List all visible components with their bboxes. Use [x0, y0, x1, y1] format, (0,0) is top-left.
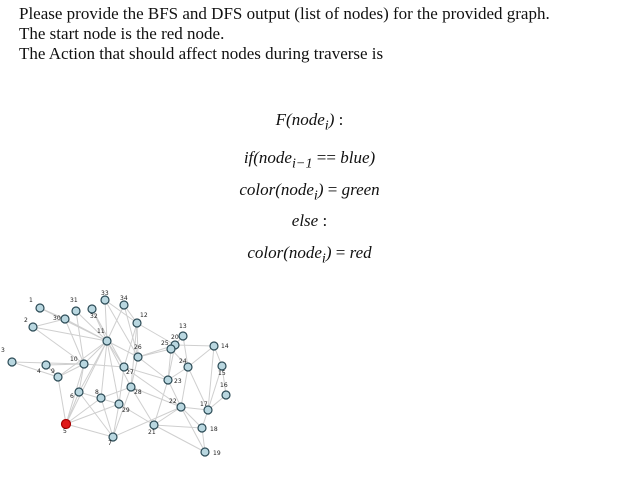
graph-edge	[66, 341, 107, 424]
graph-node-22	[177, 403, 185, 411]
graph-nodes	[8, 296, 230, 456]
graph-edge	[113, 404, 119, 437]
graph-node-9	[54, 373, 62, 381]
graph-edge	[137, 323, 175, 345]
formula-then: color(node$_i$) = green	[239, 180, 380, 204]
node-label-16: 16	[220, 382, 228, 389]
node-label-2: 2	[24, 317, 28, 324]
node-label-3: 3	[1, 347, 5, 354]
graph-node-18	[198, 424, 206, 432]
graph-node-11	[103, 337, 111, 345]
graph-node-14	[210, 342, 218, 350]
node-label-7: 7	[108, 440, 112, 447]
graph-diagram	[0, 285, 240, 465]
node-label-34: 34	[120, 295, 128, 302]
graph-node-3	[8, 358, 16, 366]
graph-node-10	[80, 360, 88, 368]
question-text	[19, 4, 609, 64]
graph-node-2	[29, 323, 37, 331]
graph-node-21	[150, 421, 158, 429]
node-label-14: 14	[221, 343, 229, 350]
graph-edge	[154, 425, 202, 428]
node-label-30: 30	[53, 315, 61, 322]
node-label-11: 11	[97, 328, 105, 335]
question-line-2: The start node is the red node.	[19, 24, 225, 43]
node-label-12: 12	[140, 312, 148, 319]
node-label-22: 22	[169, 398, 177, 405]
graph-node-1	[36, 304, 44, 312]
node-label-5: 5	[63, 428, 67, 435]
graph-node-6	[75, 388, 83, 396]
node-label-28: 28	[134, 389, 142, 396]
graph-edge	[188, 346, 214, 367]
node-label-23: 23	[174, 378, 182, 385]
formula-otherwise: color(node$_i$) = red	[247, 243, 372, 267]
graph-edge	[154, 380, 168, 425]
question-line-1: Please provide the BFS and DFS output (list of nodes) for the provided graph.	[19, 4, 550, 23]
graph-edge	[175, 345, 214, 346]
graph-node-15	[218, 362, 226, 370]
node-label-24: 24	[179, 358, 187, 365]
graph-edge	[154, 407, 181, 425]
node-label-26: 26	[134, 344, 142, 351]
graph-node-34	[120, 301, 128, 309]
question-line-3: The Action that should affect nodes during traverse is	[19, 44, 384, 63]
node-label-9: 9	[51, 368, 55, 375]
graph-edge	[58, 377, 66, 424]
graph-edge	[46, 364, 84, 365]
graph-node-23	[164, 376, 172, 384]
node-label-6: 6	[70, 393, 74, 400]
node-label-19: 19	[213, 450, 221, 457]
node-label-32: 32	[90, 313, 98, 320]
formula-condition: if(node$_{i-1}$ == blue)	[243, 148, 376, 172]
graph-edge	[137, 323, 138, 357]
graph-node-26	[134, 353, 142, 361]
graph-edges	[12, 300, 226, 452]
graph-node-32	[88, 305, 96, 313]
graph-edge	[66, 424, 113, 437]
graph-node-16	[222, 391, 230, 399]
graph-edge	[33, 327, 107, 341]
graph-edge	[119, 367, 124, 404]
graph-edge	[84, 341, 107, 364]
node-label-4: 4	[37, 368, 41, 375]
graph-node-30	[61, 315, 69, 323]
node-label-31: 31	[70, 297, 78, 304]
graph-edge	[101, 398, 113, 437]
node-label-25: 25	[161, 340, 169, 347]
graph-node-4	[42, 361, 50, 369]
node-label-17: 17	[200, 401, 208, 408]
graph-node-19	[201, 448, 209, 456]
graph-node-31	[72, 307, 80, 315]
node-label-27: 27	[126, 369, 134, 376]
node-label-18: 18	[210, 426, 218, 433]
node-label-29: 29	[122, 407, 130, 414]
node-label-10: 10	[70, 356, 78, 363]
node-label-20: 20	[171, 334, 179, 341]
node-label-13: 13	[179, 323, 187, 330]
graph-node-12	[133, 319, 141, 327]
formula-header: F(node$_i$) :	[275, 110, 344, 134]
graph-edge	[107, 305, 124, 341]
graph-node-33	[101, 296, 109, 304]
graph-node-13	[179, 332, 187, 340]
graph-edge	[79, 392, 113, 437]
node-label-8: 8	[95, 389, 99, 396]
graph-edge	[181, 367, 188, 407]
formula-else: else :	[291, 211, 328, 230]
node-label-21: 21	[148, 429, 156, 436]
node-label-15: 15	[218, 370, 226, 377]
graph-edge	[138, 357, 168, 380]
node-label-1: 1	[29, 297, 33, 304]
node-label-33: 33	[101, 290, 109, 297]
